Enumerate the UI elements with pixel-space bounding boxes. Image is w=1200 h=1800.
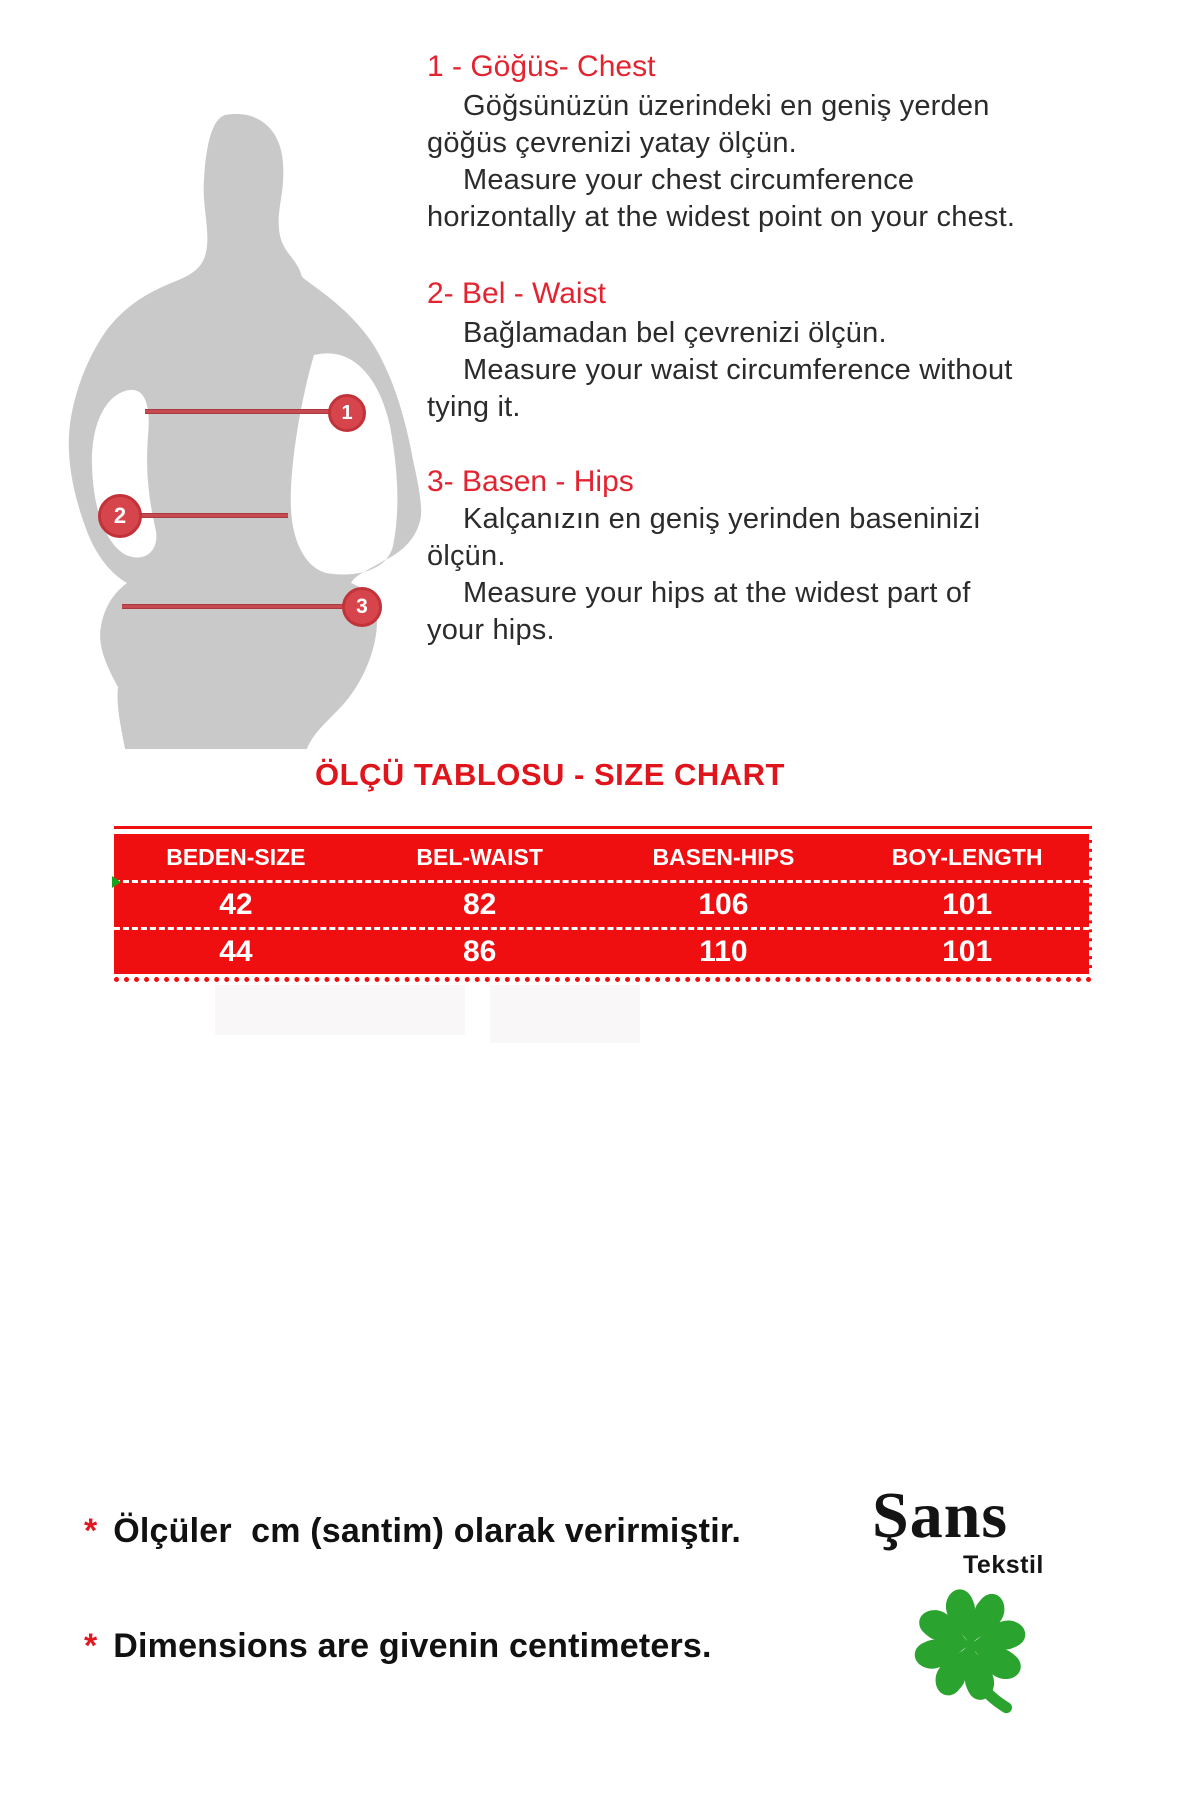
section-hips-line: ölçün. [427, 540, 506, 572]
section-chest-line: göğüs çevrenizi yatay ölçün. [427, 127, 797, 159]
note-text: Ölçüler cm (santim) olarak verirmiştir. [113, 1512, 742, 1550]
header-bel-waist: BEL-WAIST [416, 843, 543, 870]
section-hips-heading: 3- Basen - Hips [427, 465, 634, 498]
note-text: Dimensions are givenin centimeters. [113, 1627, 712, 1665]
section-chest-line: horizontally at the widest point on your chest. [427, 201, 1016, 233]
header-basen-hips: BASEN-HIPS [652, 843, 795, 870]
section-hips-line: Measure your hips at the widest part of [463, 577, 971, 609]
hips-measure-line [122, 604, 354, 609]
woman-silhouette-icon [55, 105, 425, 755]
waist-measure-badge: 2 [98, 494, 142, 538]
section-chest-heading: 1 - Göğüs- Chest [427, 50, 656, 83]
hips-measure-badge: 3 [342, 587, 382, 627]
chest-measure-line [145, 409, 340, 414]
erased-row-artifact [215, 985, 465, 1035]
asterisk: * [84, 1627, 98, 1665]
brand-subtitle: Tekstil [963, 1551, 1044, 1579]
table-cell: 82 [462, 888, 497, 921]
section-waist-line: Bağlamadan bel çevrenizi ölçün. [463, 317, 887, 349]
header-beden-size: BEDEN-SIZE [166, 843, 306, 870]
section-waist-line: Measure your waist circumference without [463, 354, 1013, 386]
header-boy-length: BOY-LENGTH [891, 843, 1043, 870]
table-row [114, 883, 1089, 930]
table-row [114, 930, 1089, 974]
size-chart-title: ÖLÇÜ TABLOSU - SIZE CHART [314, 757, 785, 792]
section-chest-line: Measure your chest circumference [463, 164, 915, 196]
section-hips-line: your hips. [427, 614, 555, 646]
brand-name: Şans [872, 1479, 1009, 1552]
table-cell: 110 [699, 935, 748, 968]
chest-measure-badge: 1 [328, 394, 366, 432]
table-cell: 44 [219, 935, 253, 968]
section-chest-line: Göğsünüzün üzerindeki en geniş yerden [463, 90, 990, 122]
green-tick-artifact [112, 876, 121, 888]
asterisk: * [84, 1512, 98, 1550]
table-cell: 42 [219, 888, 253, 921]
table-cell: 101 [942, 888, 993, 921]
table-cell: 106 [698, 888, 749, 921]
section-waist-line: tying it. [427, 391, 521, 423]
section-waist-heading: 2- Bel - Waist [427, 277, 606, 310]
note-cm-en [84, 1627, 712, 1666]
waist-measure-line [128, 513, 288, 518]
measurement-figure [55, 105, 425, 755]
clover-icon [900, 1583, 1040, 1713]
table-header-row [114, 834, 1089, 883]
table-cell: 101 [942, 935, 993, 968]
note-cm-tr [84, 1512, 741, 1551]
erased-row-artifact [490, 985, 640, 1043]
table-cell: 86 [462, 935, 497, 968]
section-hips-line: Kalçanızın en geniş yerinden baseninizi [463, 503, 981, 535]
size-table [114, 826, 1092, 982]
